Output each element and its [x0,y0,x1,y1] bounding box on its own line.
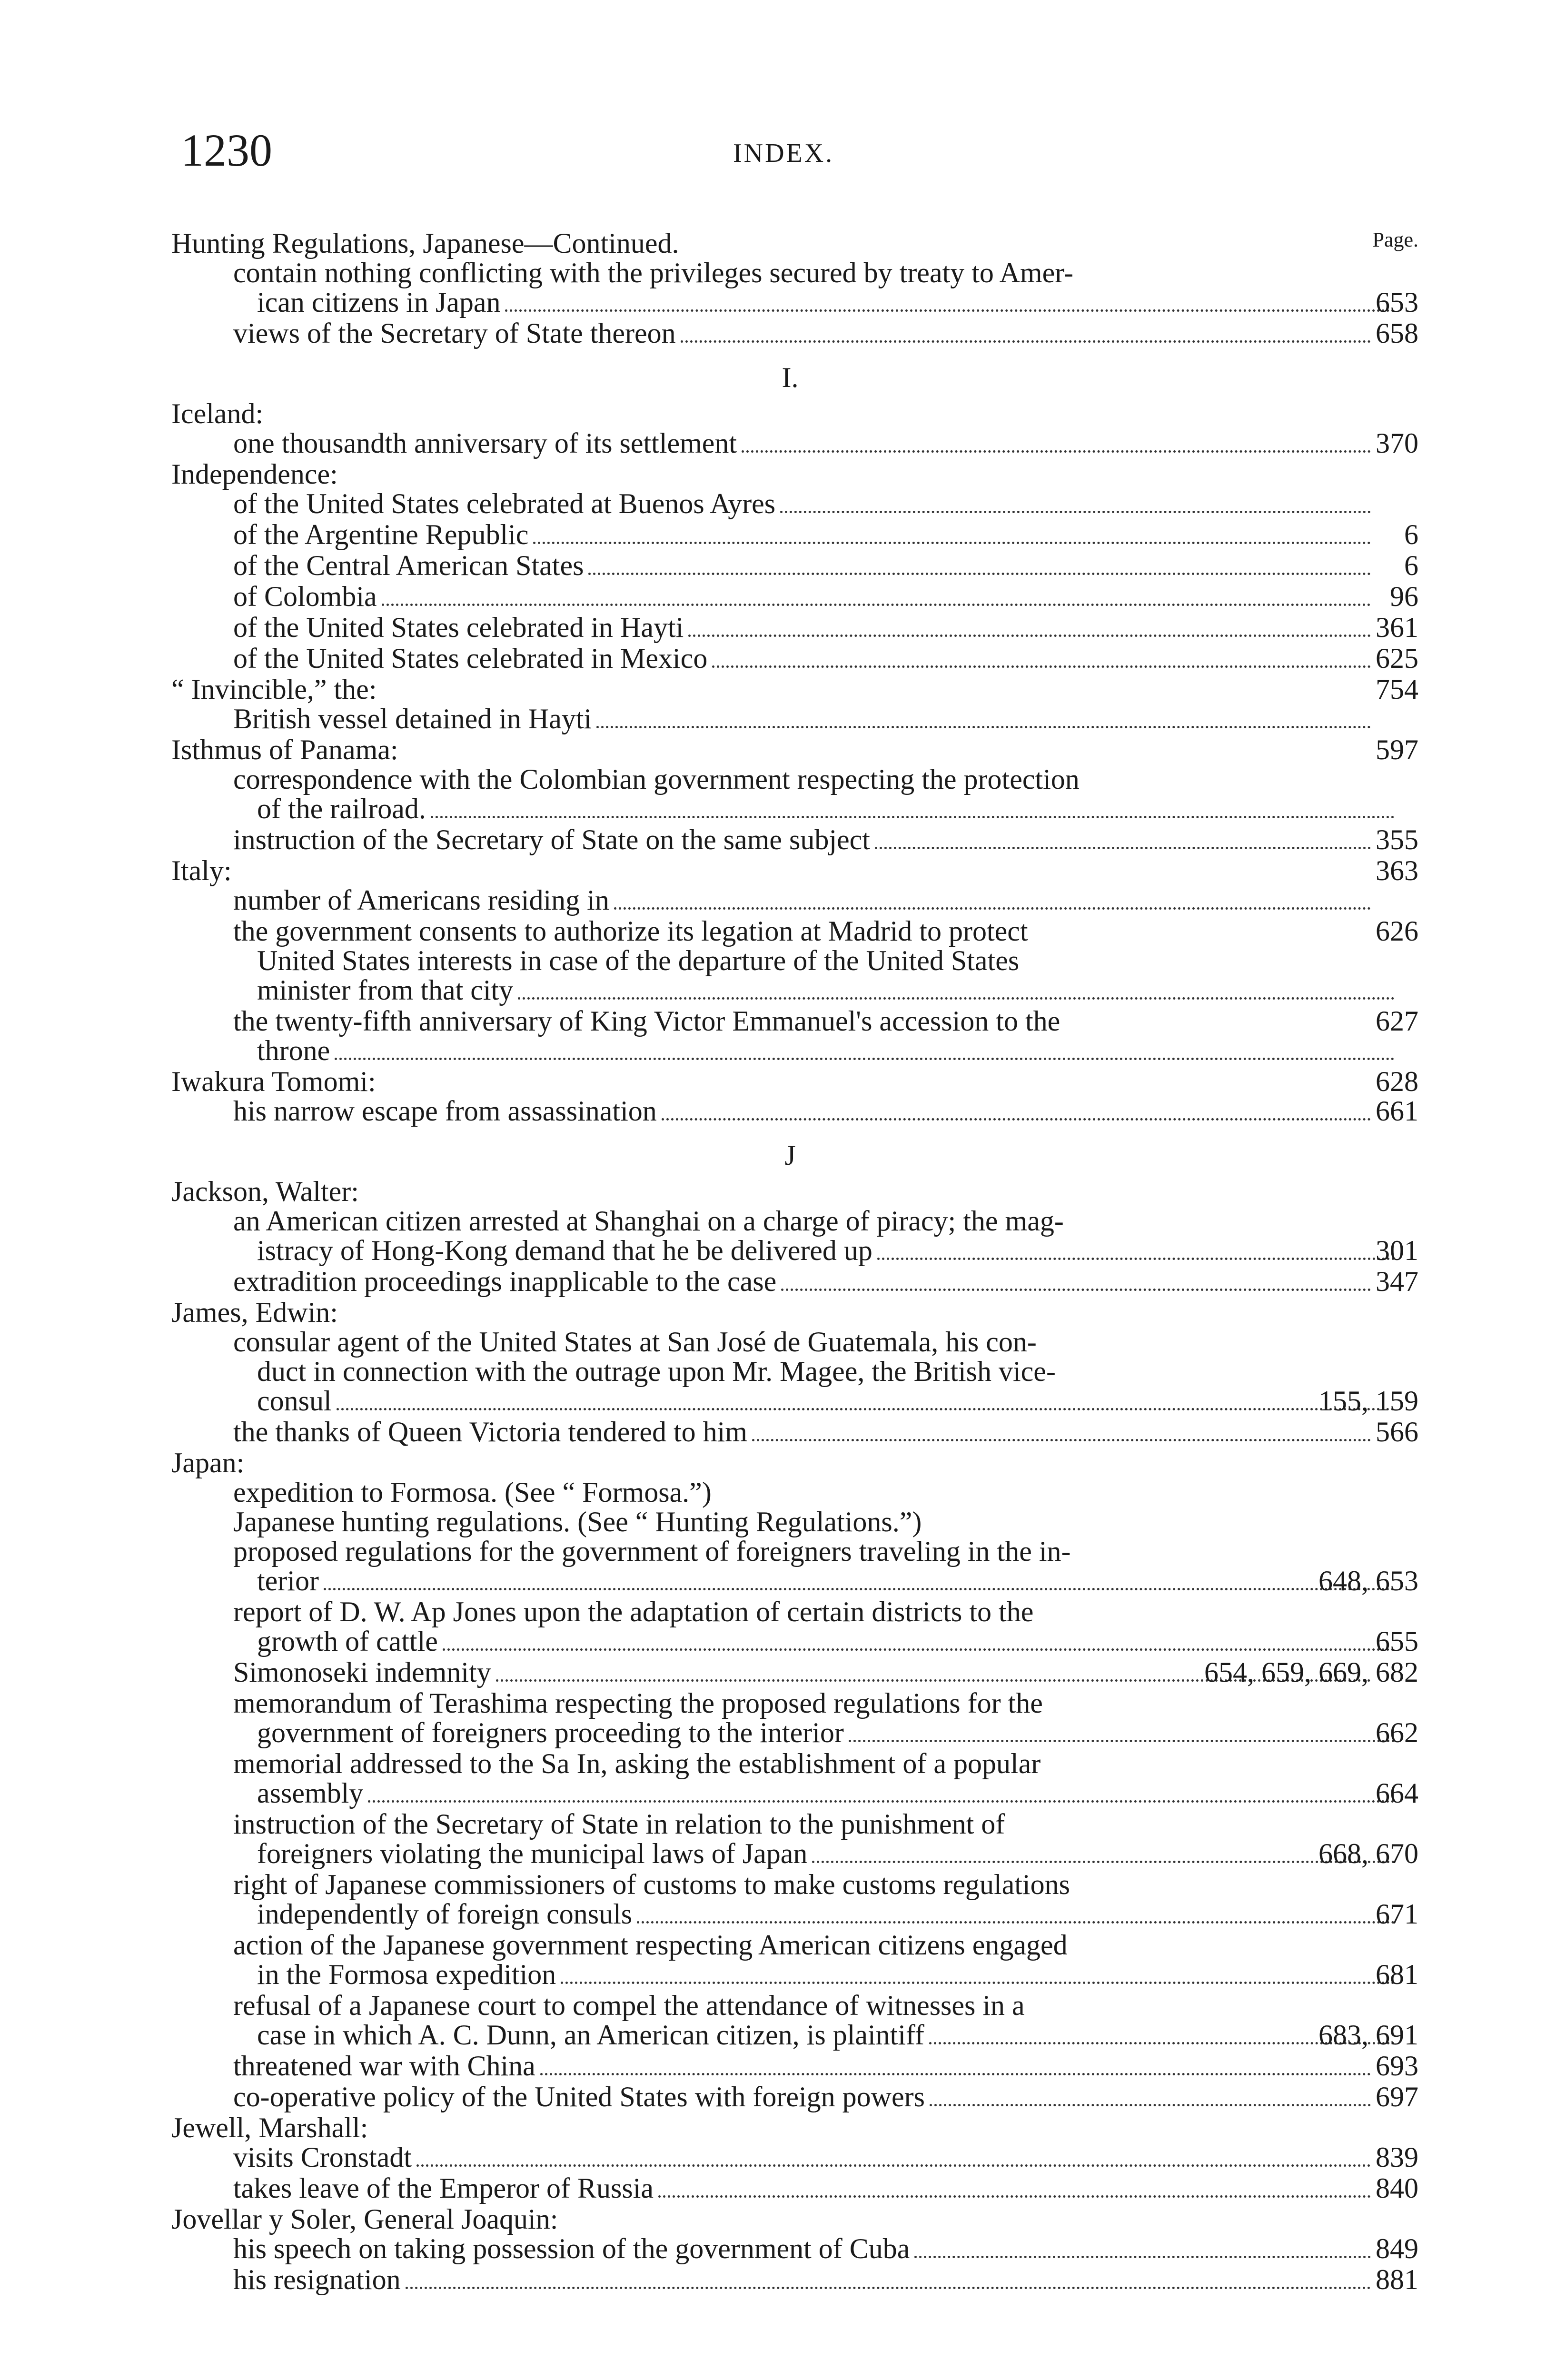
index-entry [162,1507,1418,1537]
entry-text: memorial addressed to the Sa In, asking the establishment of a popular [233,1748,1041,1779]
index-entry [162,1899,1418,1930]
entry-text: Jackson, Walter: [171,1176,359,1207]
index-entry [162,318,1418,349]
entry-text: the twenty-fifth anniversary of King Victor Emmanuel's accession to the [233,1005,1060,1037]
entry-text: threatened war with China [233,2050,535,2082]
entry-text: views of the Secretary of State thereon [233,317,676,349]
entry-text: memorandum of Terashima respecting the proposed regulations for the [233,1687,1043,1719]
index-entry [162,1688,1418,1718]
index-entry [162,2265,1418,2296]
entry-text: Independence: [171,458,338,490]
entry-text: of the United States celebrated in Hayti [233,612,684,643]
leader-dots [533,542,1371,544]
index-entry [162,1206,1418,1236]
entry-text: action of the Japanese government respecting American citizens engaged [233,1929,1068,1961]
index-heading [162,1067,1418,1096]
page-reference: 648, 653 [1318,1565,1418,1597]
entry-text: proposed regulations for the government of foreigners traveling in the in- [233,1536,1071,1567]
page-reference: 361 [1376,612,1418,643]
entry-text: government of foreigners proceeding to the interior [257,1717,844,1748]
page-reference: 681 [1376,1959,1418,1990]
page-reference: 881 [1376,2264,1418,2295]
index-entry [162,1357,1418,1386]
page-reference: 668, 670 [1318,1838,1418,1869]
entry-text: of the Argentine Republic [233,519,529,550]
section-letter: J [784,1140,796,1171]
page-reference: 849 [1376,2233,1418,2264]
index-entry [162,551,1418,582]
index-entry [162,1566,1418,1597]
index-entry [162,288,1418,318]
page-reference: 627 [1376,1005,1418,1037]
index-entry [162,1417,1418,1448]
leader-dots [658,2195,1371,2198]
page-reference: 697 [1376,2081,1418,2112]
leader-dots [849,1740,1395,1742]
page-title: INDEX. [733,139,834,168]
page-reference: 96 [1390,581,1418,612]
index-entry [162,1036,1418,1067]
entry-text: throne [257,1035,330,1066]
entry-text: of the United States celebrated in Mexico [233,643,708,674]
entry-text: istracy of Hong-Kong demand that he be delivered up [257,1235,872,1266]
entry-text: instruction of the Secretary of State on the same subject [233,824,870,855]
page-number: 1230 [181,125,272,176]
entry-text: terior [257,1565,319,1597]
index-entry [162,1006,1418,1036]
index-entry [162,764,1418,794]
entry-text: assembly [257,1777,364,1809]
entry-text: contain nothing conflicting with the privileges secured by treaty to Amer- [233,257,1073,288]
page-reference: 347 [1376,1266,1418,1297]
index-entry [162,1626,1418,1657]
entry-text: independently of foreign consuls [257,1898,633,1930]
entry-text: of Colombia [233,581,377,612]
leader-dots [588,573,1371,575]
leader-dots [780,511,1371,513]
entry-text: Japan: [171,1447,245,1478]
index-entry [162,489,1418,520]
index-entry [162,825,1418,856]
index-entry [162,1657,1418,1688]
leader-dots [614,907,1371,910]
page-reference: 363 [1376,855,1418,886]
index-entry [162,1839,1418,1870]
leader-dots [742,450,1371,453]
page-reference: 628 [1376,1066,1418,1097]
index-entry [162,2051,1418,2082]
entry-text: extradition proceedings inapplicable to the case [233,1266,777,1297]
leader-dots [382,604,1371,606]
entry-text: case in which A. C. Dunn, an American citizen, is plaintiff [257,2019,924,2051]
entry-text: foreigners violating the municipal laws of Japan [257,1838,808,1869]
entry-text: his narrow escape from assassination [233,1095,657,1127]
page-reference: 839 [1376,2142,1418,2173]
entry-text: duct in connection with the outrage upon Mr. Magee, the British vice- [257,1356,1056,1387]
entry-text: of the Central American States [233,550,584,581]
leader-dots [416,2164,1371,2167]
leader-dots [712,665,1371,668]
index-entry [162,975,1418,1006]
leader-dots [752,1439,1371,1441]
index-heading [162,2204,1418,2234]
entry-text: Italy: [171,855,232,886]
index-entry [162,2234,1418,2265]
index-heading [162,2113,1418,2142]
index-entry [162,1386,1418,1417]
page-reference: 155, 159 [1318,1385,1418,1417]
entry-text: “ Invincible,” the: [171,674,377,705]
index-entry [162,704,1418,735]
index-entry [162,2173,1418,2204]
leader-dots [431,816,1395,818]
page-reference: 662 [1376,1717,1418,1748]
index-entries [162,228,1418,2296]
index-entry [162,1960,1418,1991]
entry-text: refusal of a Japanese court to compel the attendance of witnesses in a [233,1990,1025,2021]
page-reference: 658 [1376,317,1418,349]
leader-dots [505,309,1395,312]
page-reference: 655 [1376,1626,1418,1657]
leader-dots [443,1648,1395,1651]
index-entry [162,2020,1418,2051]
index-entry [162,1778,1418,1809]
index-entry [162,1327,1418,1357]
page-reference: 597 [1376,734,1418,765]
entry-text: takes leave of the Emperor of Russia [233,2172,654,2204]
entry-text: number of Americans residing in [233,884,609,916]
entry-text: co-operative policy of the United States with foreign powers [233,2081,925,2112]
index-entry [162,258,1418,288]
leader-dots [681,340,1371,343]
leader-dots [914,2256,1371,2258]
page-reference: 654, 659, 669, 682 [1204,1656,1418,1688]
index-entry [162,916,1418,946]
page-column-heading: Page. [1372,228,1418,251]
page-reference: 693 [1376,2050,1418,2082]
entry-text: of the United States celebrated at Buenos Ayres [233,488,776,519]
entry-text: expedition to Formosa. (See “ Formosa.”) [233,1477,712,1508]
leader-dots [561,1982,1395,1984]
page-reference: 566 [1376,1416,1418,1448]
leader-dots [406,2287,1371,2289]
page-reference: 355 [1376,824,1418,855]
leader-dots [877,1258,1395,1260]
page-reference: 626 [1376,915,1418,947]
index-entry [162,1930,1418,1960]
index-entry [162,1809,1418,1839]
leader-dots [930,2104,1371,2106]
leader-dots [688,635,1371,637]
leader-dots [812,1861,1395,1863]
index-entry [162,1478,1418,1507]
entry-text: his resignation [233,2264,401,2295]
entry-text: of the railroad. [257,793,426,824]
entry-text: correspondence with the Colombian government respecting the protection [233,764,1080,795]
index-entry [162,2082,1418,2113]
index-entry [162,1236,1418,1267]
entry-text: visits Cronstadt [233,2142,412,2173]
entry-text: one thousandth anniversary of its settlement [233,427,737,459]
leader-dots [596,726,1371,728]
entry-text: consular agent of the United States at San José de Guatemala, his con- [233,1326,1037,1358]
leader-dots [540,2073,1371,2075]
index-heading [162,735,1418,764]
index-heading [162,1177,1418,1206]
page-reference: 661 [1376,1095,1418,1127]
entry-text: Hunting Regulations, Japanese—Continued. [171,228,679,259]
leader-dots [781,1289,1371,1291]
entry-text: Iceland: [171,398,264,429]
index-entry [162,1870,1418,1899]
index-entry [162,1597,1418,1626]
leader-dots [637,1921,1395,1924]
page-reference: 653 [1376,287,1418,318]
index-entry [162,520,1418,551]
entry-text: growth of cattle [257,1626,438,1657]
entry-text: Iwakura Tomomi: [171,1066,376,1097]
index-heading [162,459,1418,489]
index-entry [162,1718,1418,1749]
page-reference: 370 [1376,427,1418,459]
index-entry [162,794,1418,825]
section-letter: I. [782,362,799,393]
leader-dots [518,997,1395,1000]
index-entry [162,1991,1418,2020]
index-page [162,109,1418,2380]
page-reference: 301 [1376,1235,1418,1266]
index-heading [162,399,1418,428]
entry-text: in the Formosa expedition [257,1959,556,1990]
leader-dots [875,847,1371,849]
page-reference: 683, 691 [1318,2019,1418,2051]
index-heading [162,1448,1418,1478]
entry-text: an American citizen arrested at Shanghai on a charge of piracy; the mag- [233,1205,1064,1237]
leader-dots [324,1588,1395,1590]
entry-text: Japanese hunting regulations. (See “ Hunting Regulations.”) [233,1506,922,1537]
index-entry [162,644,1418,674]
leader-dots [368,1800,1395,1803]
leader-dots [335,1058,1395,1060]
index-heading [162,674,1418,704]
page-reference: 6 [1404,550,1418,581]
page-reference: 671 [1376,1898,1418,1930]
entry-text: the government consents to authorize its legation at Madrid to protect [233,915,1028,947]
page-reference: 664 [1376,1777,1418,1809]
entry-text: Simonoseki indemnity [233,1656,491,1688]
index-entry [162,1749,1418,1778]
index-entry [162,613,1418,644]
page-reference: 6 [1404,519,1418,550]
index-entry [162,1537,1418,1566]
page-reference: 754 [1376,674,1418,705]
entry-text: Jewell, Marshall: [171,2112,368,2143]
entry-text: report of D. W. Ap Jones upon the adaptation of certain districts to the [233,1596,1034,1627]
entry-text: Jovellar y Soler, General Joaquin: [171,2203,558,2235]
index-heading [162,1298,1418,1327]
page-reference: 840 [1376,2172,1418,2204]
entry-text: Isthmus of Panama: [171,734,398,765]
leader-dots [337,1408,1395,1410]
index-entry [162,1267,1418,1298]
entry-text: right of Japanese commissioners of customs to make customs regulations [233,1869,1070,1900]
index-heading [162,228,1418,258]
index-entry [162,1096,1418,1127]
index-entry [162,2142,1418,2173]
entry-text: consul [257,1385,332,1417]
leader-dots [662,1118,1371,1121]
entry-text: the thanks of Queen Victoria tendered to him [233,1416,747,1448]
entry-text: minister from that city [257,974,514,1006]
entry-text: James, Edwin: [171,1297,338,1328]
page-reference: 625 [1376,643,1418,674]
index-entry [162,582,1418,613]
entry-text: United States interests in case of the departure of the United States [257,945,1020,976]
index-heading [162,856,1418,885]
entry-text: ican citizens in Japan [257,287,501,318]
entry-text: his speech on taking possession of the government of Cuba [233,2233,910,2264]
entry-text: instruction of the Secretary of State in relation to the punishment of [233,1808,1005,1840]
index-entry [162,885,1418,916]
index-entry [162,428,1418,459]
entry-text: British vessel detained in Hayti [233,703,592,734]
index-entry [162,946,1418,975]
